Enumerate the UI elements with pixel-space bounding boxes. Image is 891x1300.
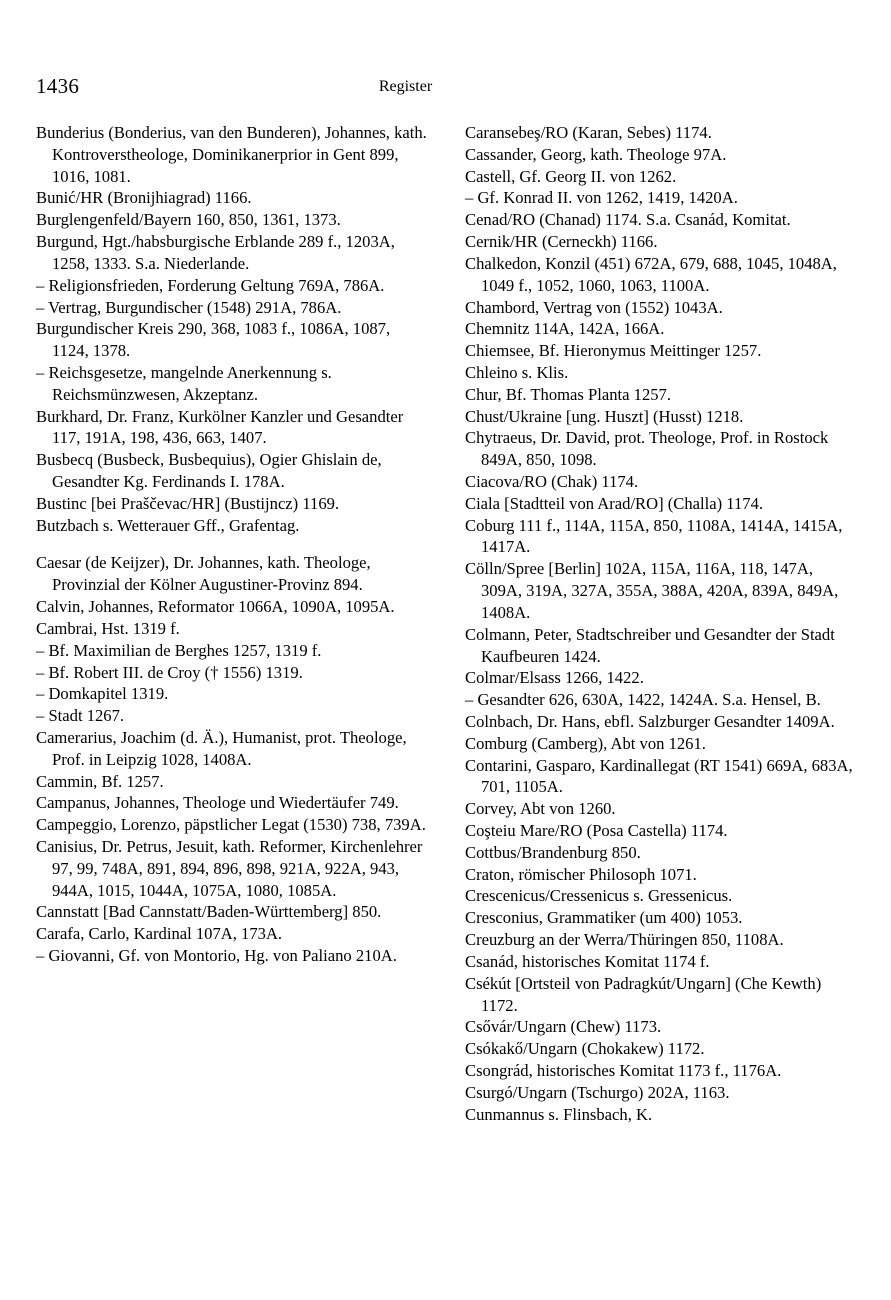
index-entry: Crescenicus/Cressenicus s. Gressenicus.: [465, 886, 733, 906]
index-entry: Colmann, Peter, Stadtschreiber und Gesandter der Stadt Kaufbeuren 1424.: [465, 624, 835, 666]
index-entry: Csókakő/Ungarn (Chokakew) 1172.: [465, 1039, 705, 1059]
page-number: 1436: [36, 74, 80, 98]
index-entry: Carafa, Carlo, Kardinal 107A, 173A.: [36, 924, 283, 944]
index-entry: Csékút [Ortsteil von Padragkút/Ungarn] (Che Kewth) 1172.: [465, 973, 822, 1015]
index-entry: Chur, Bf. Thomas Planta 1257.: [465, 384, 671, 404]
register-columns: [36, 122, 856, 1125]
index-entry: Csővár/Ungarn (Chew) 1173.: [465, 1017, 662, 1037]
index-entry: Burglengenfeld/Bayern 160, 850, 1361, 1373.: [36, 210, 341, 230]
running-title: Register: [378, 78, 433, 95]
index-entry: Bunderius (Bonderius, van den Bunderen), Johannes, kath. Kontroverstheologe, Dominikanerprior in Gent 899, 1016, 1081.: [36, 123, 427, 186]
index-entry: – Reichsgesetze, mangelnde Anerkennung s. Reichsmünzwesen, Akzeptanz.: [36, 362, 332, 404]
index-entry: Ciacova/RO (Chak) 1174.: [465, 472, 639, 491]
index-entry: – Vertrag, Burgundischer (1548) 291A, 786A.: [36, 297, 342, 317]
index-entry: Burkhard, Dr. Franz, Kurkölner Kanzler und Gesandter 117, 191A, 198, 436, 663, 1407.: [36, 406, 404, 448]
index-entry: Csanád, historisches Komitat 1174 f.: [465, 951, 710, 971]
index-entry: Cassander, Georg, kath. Theologe 97A.: [465, 144, 727, 164]
register-column-right: [465, 122, 856, 1125]
index-entry: Burgund, Hgt./habsburgische Erblande 289 f., 1203A, 1258, 1333. S.a. Niederlande.: [36, 232, 395, 273]
index-entry: Cammin, Bf. 1257.: [36, 771, 164, 791]
index-entry: Contarini, Gasparo, Kardinallegat (RT 1541) 669A, 683A, 701, 1105A.: [465, 755, 853, 797]
index-entry: Comburg (Camberg), Abt von 1261.: [465, 733, 706, 753]
index-entry: – Gf. Konrad II. von 1262, 1419, 1420A.: [465, 188, 738, 208]
index-entry: Chalkedon, Konzil (451) 672A, 679, 688, 1045, 1048A, 1049 f., 1052, 1060, 1063, 1100A.: [465, 253, 837, 295]
index-entry: Craton, römischer Philosoph 1071.: [465, 864, 697, 884]
index-entry: Busbecq (Busbeck, Busbequius), Ogier Ghislain de, Gesandter Kg. Ferdinands I. 178A.: [36, 450, 382, 491]
index-entry: Cottbus/Brandenburg 850.: [465, 842, 641, 862]
index-entry: Corvey, Abt von 1260.: [465, 799, 616, 819]
index-entry: Chytraeus, Dr. David, prot. Theologe, Prof. in Rostock 849A, 850, 1098.: [465, 428, 829, 470]
index-entry: – Religionsfrieden, Forderung Geltung 769A, 786A.: [36, 275, 385, 295]
index-entry: – Domkapitel 1319.: [36, 684, 169, 704]
index-entry: Canisius, Dr. Petrus, Jesuit, kath. Reformer, Kirchenlehrer 97, 99, 748A, 891, 894, 896, 898, 921A, 922A, 943, 944A, 1015, 1044A, 1075A, 1080, 1085A.: [36, 837, 423, 900]
index-entry: Castell, Gf. Georg II. von 1262.: [465, 166, 677, 186]
index-entry: Campeggio, Lorenzo, päpstlicher Legat (1530) 738, 739A.: [36, 815, 426, 835]
index-entry: Cresconius, Grammatiker (um 400) 1053.: [465, 908, 743, 928]
index-entry: Cernik/HR (Cerneckh) 1166.: [465, 232, 658, 252]
index-entry: Campanus, Johannes, Theologe und Wiedertäufer 749.: [36, 793, 399, 813]
index-entry: Cenad/RO (Chanad) 1174. S.a. Csanád, Komitat.: [465, 210, 791, 230]
index-entry: Coburg 111 f., 114A, 115A, 850, 1108A, 1414A, 1415A, 1417A.: [465, 515, 843, 557]
index-entry: Colmar/Elsass 1266, 1422.: [465, 668, 644, 688]
index-entry: Bustinc [bei Praščevac/HR] (Bustijncz) 1169.: [36, 493, 340, 513]
index-entry: Chiemsee, Bf. Hieronymus Meittinger 1257.: [465, 341, 762, 361]
index-entry: Butzbach s. Wetterauer Gff., Grafentag.: [36, 515, 300, 535]
index-entry: Caransebeş/RO (Karan, Sebes) 1174.: [465, 123, 712, 142]
page-header: [0, 74, 891, 100]
index-entry: Burgundischer Kreis 290, 368, 1083 f., 1086A, 1087, 1124, 1378.: [36, 319, 391, 361]
index-entry: Caesar (de Keijzer), Dr. Johannes, kath. Theologe, Provinzial der Kölner Augustiner-Provinz 894.: [36, 553, 371, 595]
index-entry: Chambord, Vertrag von (1552) 1043A.: [465, 297, 723, 317]
index-entry: Cunmannus s. Flinsbach, K.: [465, 1104, 653, 1124]
index-entry: Camerarius, Joachim (d. Ä.), Humanist, prot. Theologe, Prof. in Leipzig 1028, 1408A.: [36, 727, 407, 769]
index-entry: Calvin, Johannes, Reformator 1066A, 1090A, 1095A.: [36, 597, 395, 617]
index-entry: Colnbach, Dr. Hans, ebfl. Salzburger Gesandter 1409A.: [465, 711, 835, 731]
index-entry: Csurgó/Ungarn (Tschurgo) 202A, 1163.: [465, 1082, 730, 1102]
index-entry: – Stadt 1267.: [36, 706, 125, 726]
index-entry: Cannstatt [Bad Cannstatt/Baden-Württemberg] 850.: [36, 902, 382, 922]
index-entry: Csongrád, historisches Komitat 1173 f., 1176A.: [465, 1060, 782, 1080]
index-entry: Ciala [Stadtteil von Arad/RO] (Challa) 1174.: [465, 493, 764, 513]
index-entry: Coşteiu Mare/RO (Posa Castella) 1174.: [465, 821, 728, 840]
register-column-left: [36, 122, 427, 1125]
index-entry: Creuzburg an der Werra/Thüringen 850, 1108A.: [465, 930, 784, 950]
index-entry: Bunić/HR (Bronijhiagrad) 1166.: [36, 188, 252, 208]
index-entry: Chleino s. Klis.: [465, 362, 569, 382]
index-entry: – Bf. Maximilian de Berghes 1257, 1319 f.: [36, 640, 322, 660]
index-entry: Cambrai, Hst. 1319 f.: [36, 618, 180, 638]
index-entry: Chemnitz 114A, 142A, 166A.: [465, 319, 665, 339]
index-entry: – Gesandter 626, 630A, 1422, 1424A. S.a. Hensel, B.: [465, 690, 821, 710]
index-entry: – Bf. Robert III. de Croy († 1556) 1319.: [36, 662, 303, 682]
index-entry: Cölln/Spree [Berlin] 102A, 115A, 116A, 118, 147A, 309A, 319A, 327A, 355A, 388A, 420A, 839A, 849A, 1408A.: [465, 559, 839, 622]
index-entry: – Giovanni, Gf. von Montorio, Hg. von Paliano 210A.: [36, 946, 397, 966]
index-entry: Chust/Ukraine [ung. Huszt] (Husst) 1218.: [465, 406, 744, 426]
